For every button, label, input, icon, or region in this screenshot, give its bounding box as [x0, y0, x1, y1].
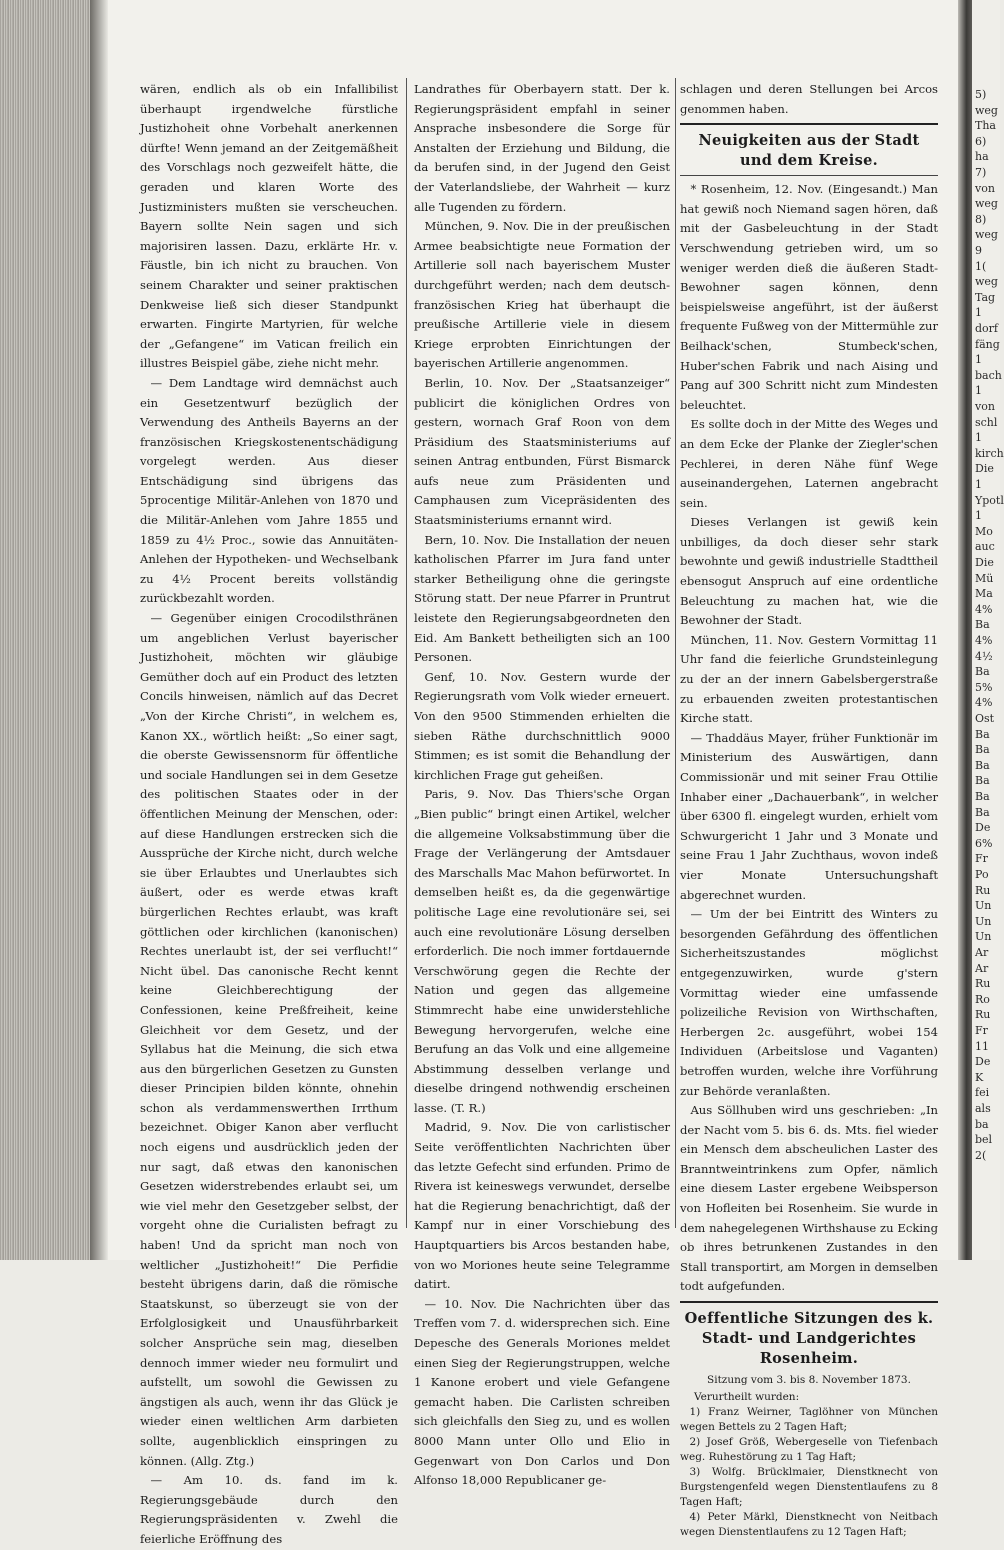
article-paragraph: Aus Söllhuben wird uns geschrieben: „In der Nacht vom 5. bis 6. ds. Mts. fiel wieder ein Mensch dem abscheulichen Laster des Branntweintrinkens zum Opfer, nämlich eine diesem Laster ergebene Weibsperson von Hofleiten bei Rosenheim. Sie wurde in dem nahegelegenen Wirthshause zu Ecking ob ihres betrunkenen Zustandes in den Stall transportirt, am Morgen in demselben todt aufgefunden. [680, 1103, 938, 1294]
next-page-fragment: Po [975, 868, 989, 881]
next-page-fragment: 7) [975, 166, 987, 179]
next-page-fragment: Ba [975, 618, 990, 632]
next-page-fragment: Ba [975, 805, 990, 819]
next-page-fragment: 1 [975, 431, 982, 445]
next-page-fragment: Ba [975, 665, 990, 679]
next-page-fragment: 4½ [975, 649, 993, 663]
next-page-fragment: 2( [975, 1148, 987, 1162]
next-page-fragment: Fr [975, 1024, 988, 1037]
next-page-fragment: Fr [975, 852, 988, 866]
next-page-fragment: 8) [975, 212, 987, 226]
next-page-fragment: Die [975, 556, 994, 569]
next-page-fragment: bel [975, 1133, 993, 1147]
article-paragraph: — Gegenüber einigen Crocodilsthränen um angeblichen Verlust bayerischer Justizhoheit, möchten wir gläubige Gemüther doch auf ein Product des letzten Concils hinweisen, nämlich auf das Decret „Von der Kirche Christi“, in welchem es, Kanon XX., wörtlich heißt: „So einer sagt, die oberste Gewissensnorm für öffentliche und sociale Handlungen sei in dem Gesetze des politischen Staates oder in der öffentlichen Meinung der Menschen, oder: auf diese Handlungen erstrecken sich die Aussprüche der Kirche nicht, durch welche sie über Erlaubtes und Unerlaubtes sich äußert, oder es werde etwas kraft bürgerlichen Rechtes erlaubt, was kraft göttlichen oder kirchlichen (kanonischen) Rechtes unerlaubt ist, der sei verflucht!“ Nicht übel. Das canonische Recht kennt keine Gleichberechtigung der Confessionen, keine Preßfreiheit, keine Gleichheit vor dem Gesetz, und der Syllabus hat die Meinung, die sich etwa aus den bürgerlichen Gesetzen zu Gunsten dieser Principien bilden könnte, ohnehin schon als verdammenswerthen Irrthum bezeichnet. Obiger Kanon aber verflucht noch eigens und ausdrücklich jeden der nur sagt, daß etwas den kanonischen Gesetzen widerstrebendes erlaubt sei, um wie viel mehr den Gesetzgeber selbst, der vorgeht ohne die Curialisten befragt zu haben! Und da spricht man noch von weltlicher „Justizhoheit!“ Die Perfidie besteht übrigens darin, daß die römische Staatskunst, so überzeugt sie von der Erfolglosigkeit und Unausführbarkeit solcher Ansprüche sein mag, dieselben dennoch immer wieder neu formulirt und aufstellt, um sowohl die Gewissen zu ängstigen als auch, wenn ihr das Glück je wieder einen weltlichen Arm darbieten sollte, augenblicklich einspringen zu können. (Allg. Ztg.) [140, 611, 398, 1468]
next-page-fragment: als [975, 1102, 991, 1115]
next-page-fragment: fei [975, 1086, 990, 1100]
section-divider [680, 1301, 938, 1303]
page-stack-edge [0, 0, 95, 1260]
verdict-entry: 1) Franz Weirner, Taglöhner von München wegen Bettels zu 2 Tagen Haft; [680, 1406, 938, 1434]
article-paragraph: — Dem Landtage wird demnächst auch ein Gesetzentwurf bezüglich der Verwendung des Antheils Bayerns an der französischen Kriegskostenentschädigung vorgelegt werden. Aus dieser Entschädigung sind übrigens das 5procentige Militär-Anlehen von 1870 und die Militär-Anlehen vom Jahre 1855 und 1859 zu 4½ Proc., sowie das Annuitäten-Anlehen der Hypotheken- und Wechselbank zu 4½ Procent bereits vollständig zurückbezahlt worden. [140, 375, 398, 606]
next-page-fragment: 6% [975, 836, 993, 850]
next-page-fragment: 1 [975, 478, 982, 491]
article-paragraph: Berlin, 10. Nov. Der „Staatsanzeiger“ publicirt die königlichen Ordres von gestern, wornach Graf Roon von dem Präsidium des Staatsministeriums auf seinen Antrag entbunden, Fürst Bismarck aufs neue zum Präsidenten und Camphausen zum Vicepräsidenten des Staatsministeriums ernannt wird. [414, 375, 670, 528]
next-page-fragment: weg [975, 197, 998, 211]
next-page-fragment: Mo [975, 524, 993, 538]
next-page-fragment: 9 [975, 244, 982, 257]
verdict-list [680, 1405, 938, 1540]
article-paragraph: Paris, 9. Nov. Das Thiers'sche Organ „Bien public“ bringt einen Artikel, welcher die allgemeine Volksabstimmung über die Frage der Verlängerung der Amtsdauer des Marschalls Mac Mahon befürwortet. In demselben heißt es, da die gegenwärtige politische Lage eine revolutionäre sei, sei auch eine revolutionäre Lösung derselben erforderlich. Die noch immer fortdauernde Verschwörung gegen die Rechte der Nation und gegen das allgemeine Stimmrecht habe eine unwiderstehliche Bewegung hervorgerufen, welche eine Berufung an das Volk und eine allgemeine Abstimmung desselben verlange und dieselbe dringend nothwendig erscheinen lasse. (T. R.) [414, 787, 670, 1115]
next-page-fragment: 4% [975, 696, 993, 710]
next-page-fragment: Tag [975, 290, 996, 304]
binding-shadow [90, 0, 108, 1260]
next-page-fragment: dorf [975, 322, 998, 335]
court-heading: Oeffentliche Sitzungen des k. Stadt- und Landgerichtes Rosenheim. [684, 1310, 934, 1368]
article-paragraph: Madrid, 9. Nov. Die von carlistischer Seite veröffentlichten Nachrichten über das letzte Gefecht sind erfunden. Primo de Rivera ist keineswegs verwundet, derselbe hat die Regierung benachrichtigt, daß der Kampf nur in einer Vorschiebung des Hauptquartiers bis Arcos bestanden habe, von wo Moriones heute seine Telegramme datirt. [414, 1120, 670, 1292]
next-page-fragment: Ru [975, 883, 991, 897]
next-page-fragment: De [975, 821, 991, 835]
article-paragraph: wären, endlich als ob ein Infallibilist überhaupt irgendwelche fürstliche Justizhoheit ohne Vorbehalt anerkennen dürfte! Wenn jemand an der Zeitgemäßheit des Vorschlags noch gezweifelt hätte, die geraden und klaren Worte des Justizministers mußten sie verscheuchen. Bayern sollte Nein sagen und sich majorisiren lassen. Dazu, erklärte Hr. v. Fäustle, bin ich nicht zu brauchen. Von seinem Charakter und seiner praktischen Denkweise ließ sich dieser Standpunkt erwarten. Fingirte Martyrien, für welche der „Gefangene“ im Vatican freilich ein illustres Beispiel gäbe, ziehe nicht mehr. [140, 82, 398, 371]
local-news-body [680, 180, 938, 1297]
next-page-fragment: auc [975, 540, 995, 554]
next-page-fragment: 1 [975, 306, 982, 320]
column-1 [140, 80, 398, 1546]
next-page-fragment: ba [975, 1117, 989, 1131]
next-page-fragment: bach [975, 368, 1002, 382]
next-page-fragment: Ba [975, 758, 990, 772]
article-paragraph: München, 11. Nov. Gestern Vormittag 11 Uhr fand die feierliche Grundsteinlegung zu der an der innern Gabelsbergerstraße zu erbauenden zweiten protestantischen Kirche statt. [680, 632, 938, 726]
next-page-edge [972, 0, 1004, 1260]
article-paragraph: Dieses Verlangen ist gewiß kein unbilliges, da doch dieser sehr stark bewohnte und gewiß industrielle Stadttheil ebensogut Anspruch auf eine ordentliche Beleuchtung zu machen hat, wie die Bewohner der Stadt. [680, 515, 938, 628]
article-paragraph: — 10. Nov. Die Nachrichten über das Treffen vom 7. d. widersprechen sich. Eine Depesche des Generals Moriones meldet einen Sieg der Regierungstruppen, welche 1 Kanone erobert und viele Gefangene gemacht haben. Die Carlisten schreiben sich gleichfalls den Sieg zu, und es wollen 8000 Mann unter Ollo und Elio in Gegenwart von Don Carlos und Don Alfonso 18,000 Republicaner ge- [414, 1296, 670, 1488]
next-page-fragment: Ma [975, 587, 993, 601]
next-page-fragment: 11 [975, 1039, 989, 1053]
next-page-fragment: weg [975, 275, 998, 289]
next-page-fragment: 1( [975, 259, 987, 273]
verdicts-label: Verurtheilt wurden: [694, 1391, 800, 1404]
verdict-entry: 3) Wolfg. Brücklmaier, Dienstknecht von Burgstengenfeld wegen Dienstentlaufens zu 8 Tagen Haft; [680, 1466, 938, 1509]
next-page-fragment: Ru [975, 1008, 991, 1022]
next-page-fragment: 4% [975, 602, 993, 616]
next-page-fragment: K [975, 1070, 984, 1084]
next-page-fragment: kirch [975, 446, 1004, 460]
next-page-fragment: Ar [975, 961, 989, 975]
next-page-fragment: Ar [975, 946, 989, 959]
section-divider [680, 123, 938, 125]
next-page-fragment: 4% [975, 634, 993, 647]
article-paragraph: Bern, 10. Nov. Die Installation der neuen katholischen Pfarrer im Jura fand unter starker Betheiligung ohne die geringste Störung statt. Der neue Pfarrer in Pruntrut leistete den Regierungsabgeordneten den Eid. Am Bankett betheiligten sich an 100 Personen. [414, 532, 670, 665]
next-page-fragment: Tha [975, 119, 996, 133]
next-page-fragment: De [975, 1055, 991, 1069]
next-page-fragment: Mü [975, 571, 994, 585]
section-divider [680, 175, 938, 176]
article-paragraph: — Um der bei Eintritt des Winters zu besorgenden Gefährdung des öffentlichen Sicherheitszustandes möglichst entgegenzuwirken, wurde g'stern Vormittag wieder eine umfassende polizeiliche Revision von Wirthschaften, Herbergen 2c. ausgeführt, wobei 154 Individuen (Arbeitslose und Vaganten) betroffen wurden, welche ihre Vorführung zur Behörde veranlaßten. [680, 907, 938, 1098]
next-page-fragment: Ba [975, 743, 990, 757]
next-page-fragment: 6) [975, 134, 987, 148]
next-page-fragment: von [975, 400, 995, 413]
column-rule [675, 78, 676, 1228]
next-page-fragment: weg [975, 103, 998, 117]
next-page-fragment: Ru [975, 977, 991, 991]
next-page-fragment: 1 [975, 353, 982, 367]
article-paragraph: Genf, 10. Nov. Gestern wurde der Regierungsrath vom Volk wieder erneuert. Von den 9500 Stimmenden erhielten die sieben Räthe durchschnittlich 9000 Stimmen; es ist somit die Behandlung der kirchlichen Frage gut geheißen. [414, 669, 670, 782]
article-paragraph: Landrathes für Oberbayern statt. Der k. Regierungspräsident empfahl in seiner Ansprache insbesondere die Sorge für Anstalten der Erziehung und Bildung, die da berufen sind, in der Jugend den Geist der Vaterlandsliebe, der Wahrheit — kurz alle Tugenden zu fördern. [414, 82, 670, 214]
verdict-entry: 4) Peter Märkl, Dienstknecht von Neitbach wegen Dienstentlaufens zu 12 Tagen Haft; [680, 1511, 938, 1539]
next-page-fragment: Ba [975, 774, 990, 788]
column-2 [414, 80, 670, 1488]
article-paragraph: München, 9. Nov. Die in der preußischen Armee beabsichtigte neue Formation der Artillerie soll nach bayerischem Muster durchgeführt werden; nach dem deutsch-französischen Krieg hat überhaupt die preußische Artillerie viele in diesem Kriege erprobten Einrichtungen der bayerischen Artillerie angenommen. [414, 219, 670, 371]
next-page-fragment: Die [975, 462, 994, 476]
next-page-fragment: 1 [975, 384, 982, 398]
next-page-fragment: von [975, 181, 995, 195]
article-paragraph: — Thaddäus Mayer, früher Funktionär im Ministerium des Auswärtigen, dann Commissionär und mit seiner Frau Ottilie Inhaber einer „Dachauerbank“, in welcher über 6300 fl. eingelegt wurden, erhielt vom Schwurgericht 1 Jahr und 3 Monate und seine Frau 1 Jahr Zuchthaus, wovon indeß vier Monate Untersuchungshaft abgerechnet wurden. [680, 730, 938, 902]
next-page-fragment: Ost [975, 712, 995, 725]
court-session-date: Sitzung vom 3. bis 8. November 1873. [707, 1374, 911, 1387]
next-page-fragment: Ro [975, 992, 990, 1006]
next-page-fragment: schl [975, 415, 998, 429]
next-page-fragment: Un [975, 899, 992, 913]
local-news-heading: Neuigkeiten aus der Stadt und dem Kreise. [698, 132, 920, 170]
column-rule [406, 78, 407, 1228]
book-gutter [958, 0, 972, 1260]
next-page-fragment: Ba [975, 727, 990, 741]
next-page-fragment: 5% [975, 680, 993, 694]
article-paragraph: Es sollte doch in der Mitte des Weges und an dem Ecke der Planke der Ziegler'schen Pechlerei, in deren Nähe fünf Wege auseinandergehen, Laternen angebracht sein. [680, 417, 938, 510]
next-page-fragment: Ypotl [975, 493, 1004, 507]
next-page-fragment: fäng [975, 337, 1000, 351]
next-page-fragment: 5) [975, 88, 987, 101]
lead-paragraph: schlagen und deren Stellungen bei Arcos genommen haben. [680, 82, 938, 116]
column-3 [680, 80, 938, 1539]
next-page-fragment: Ba [975, 790, 990, 803]
article-paragraph: — Am 10. ds. fand im k. Regierungsgebäude durch den Regierungspräsidenten v. Zwehl die feierliche Eröffnung des [140, 1473, 398, 1546]
next-page-fragment: 1 [975, 509, 982, 523]
next-page-fragment: ha [975, 150, 989, 164]
next-page-fragment: Un [975, 914, 992, 928]
verdict-entry: 2) Josef Größ, Webergeselle von Tiefenbach weg. Ruhestörung zu 1 Tag Haft; [680, 1436, 938, 1464]
article-paragraph: * Rosenheim, 12. Nov. (Eingesandt.) Man hat gewiß noch Niemand sagen hören, daß mit der Gasbeleuchtung in der Stadt Verschwendung getrieben wird, um so weniger werden dieß die äußeren Stadt-Bewohner sagen können, denn beispielsweise angeführt, ist der äußerst frequente Fußweg von der Mittermühle zur Beilhack'schen, Stumbeck'schen, Huber'schen Fabrik und nach Aising und Pang auf 300 Schritt nicht zum Mindesten beleuchtet. [680, 182, 938, 412]
next-page-fragment: weg [975, 228, 998, 242]
next-page-fragment: Un [975, 930, 992, 944]
